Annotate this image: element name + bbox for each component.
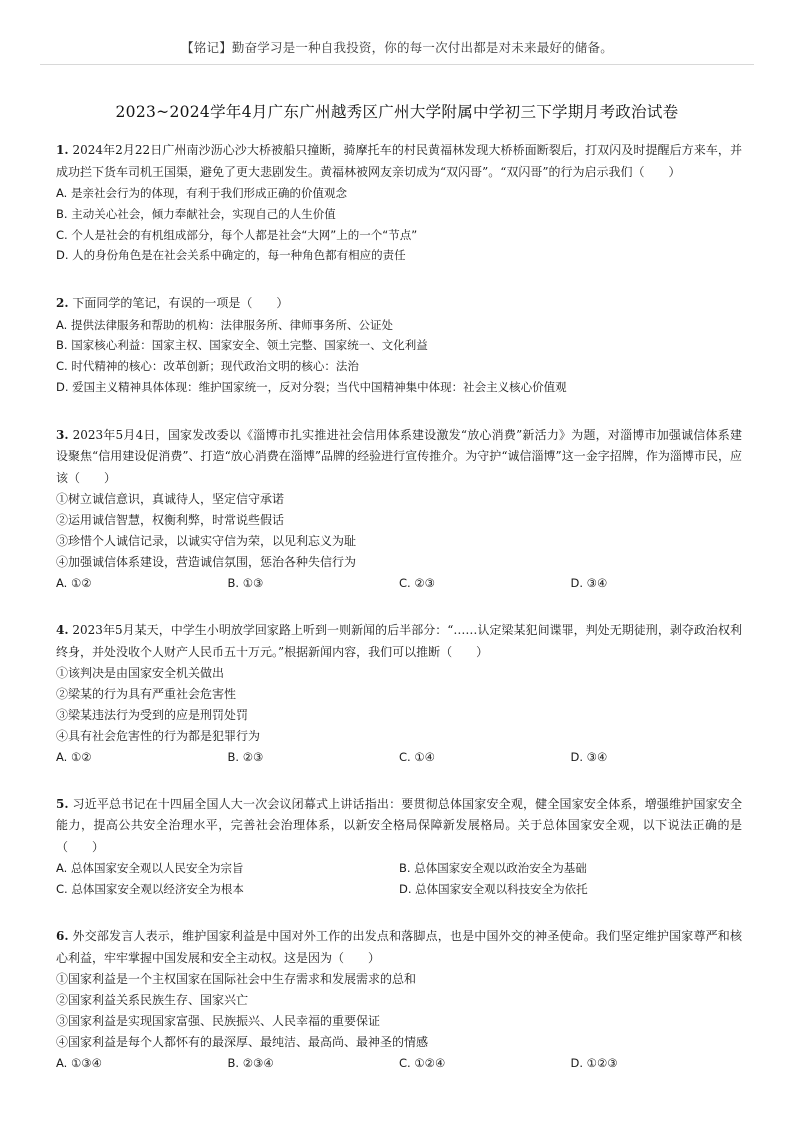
statement-1: ①国家利益是一个主权国家在国际社会中生存需求和发展需求的总和 — [56, 972, 417, 987]
question-text: 习近平总书记在十四届全国人大一次会议闭幕式上讲话指出：要贯彻总体国家安全观，健全国家安全体系，增强维护国家安全能力，提高公共安全治理水平，完善社会治理体系，以新安全格局保障新发展格局。关于总体国家安全观，以下说法正确的是（ ） — [56, 796, 742, 854]
choice-d[interactable]: D. ③④ — [570, 576, 608, 591]
statement-3: ③国家利益是实现国家富强、民族振兴、人民幸福的重要保证 — [56, 1014, 381, 1029]
spacer — [56, 594, 742, 620]
choice-b[interactable]: B. 总体国家安全观以政治安全为基础 — [399, 861, 587, 876]
choice-c[interactable]: C. ①④ — [399, 750, 435, 765]
question-stem — [56, 926, 742, 969]
option-d[interactable]: D. 人的身份角色是在社会关系中确定的，每一种角色都有相应的责任 — [56, 248, 406, 263]
statement-4: ④加强诚信体系建设，营造诚信氛围，惩治各种失信行为 — [56, 555, 357, 570]
spacer — [56, 398, 742, 425]
question-number: 5. — [56, 796, 69, 811]
question-list — [56, 140, 742, 1074]
question-2 — [56, 293, 742, 398]
question-stem — [56, 620, 742, 663]
choice-d[interactable]: D. ①②③ — [570, 1056, 618, 1071]
statement-4: ④具有社会危害性的行为都是犯罪行为 — [56, 729, 261, 744]
choice-c[interactable]: C. 总体国家安全观以经济安全为根本 — [56, 882, 244, 897]
question-text: 2023年5月4日，国家发改委以《淄博市扎实推进社会信用体系建设激发“放心消费”新活力》为题，对淄博市加强诚信体系建设聚焦“信用建设促消费”、打造“放心消费在淄博”品牌的经验进行宣传推介。为守护“诚信淄博”这一金字招牌，作为淄博市民，应该（ ） — [56, 427, 742, 485]
statement-1: ①该判决是由国家安全机关做出 — [56, 666, 225, 681]
question-text: 2023年5月某天，中学生小明放学回家路上听到一则新闻的后半部分：“……认定梁某犯间谍罪，判处无期徒刑，剥夺政治权利终身，并处没收个人财产人民币五十万元。”根据新闻内容，我们可以推断（ ） — [56, 623, 742, 659]
statement-4: ④国家利益是每个人都怀有的最深厚、最纯洁、最高尚、最神圣的情感 — [56, 1035, 429, 1050]
statement-2: ②运用诚信智慧，权衡利弊，时常说些假话 — [56, 513, 285, 528]
statement-2: ②国家利益关系民族生存、国家兴亡 — [56, 993, 249, 1008]
question-1 — [56, 140, 742, 266]
question-number: 4. — [56, 623, 69, 638]
option-c[interactable]: C. 时代精神的核心：改革创新；现代政治文明的核心：法治 — [56, 359, 359, 374]
choice-a[interactable]: A. ①② — [56, 750, 92, 765]
question-6 — [56, 926, 742, 1074]
choice-b[interactable]: B. ①③ — [227, 576, 264, 591]
choice-d[interactable]: D. ③④ — [570, 750, 608, 765]
statement-3: ③珍惜个人诚信记录，以诚实守信为荣，以见利忘义为耻 — [56, 534, 357, 549]
exam-title: 2023~2024学年4月广东广州越秀区广州大学附属中学初三下学期月考政治试卷 — [115, 103, 679, 121]
choice-a[interactable]: A. ①③④ — [56, 1056, 102, 1071]
choice-row — [56, 879, 742, 900]
choice-a[interactable]: A. ①② — [56, 576, 92, 591]
spacer — [56, 900, 742, 926]
header-divider — [40, 64, 754, 65]
option-c[interactable]: C. 个人是社会的有机组成部分，每个人都是社会“大网”上的一个“节点” — [56, 227, 418, 242]
question-3 — [56, 425, 742, 594]
question-number: 6. — [56, 929, 69, 944]
option-a[interactable]: A. 是亲社会行为的体现，有利于我们形成正确的价值观念 — [56, 186, 347, 200]
choice-c[interactable]: C. ②③ — [399, 576, 435, 591]
choice-row — [56, 747, 742, 768]
choice-row — [56, 858, 742, 879]
statement-3: ③梁某违法行为受到的应是刑罚处罚 — [56, 708, 249, 723]
choice-b[interactable]: B. ②③ — [227, 750, 264, 765]
question-stem — [56, 794, 742, 859]
spacer — [56, 768, 742, 794]
choice-b[interactable]: B. ②③④ — [227, 1056, 274, 1071]
choice-d[interactable]: D. 总体国家安全观以科技安全为依托 — [399, 882, 588, 897]
question-text: 下面同学的笔记，有误的一项是（ ） — [72, 296, 289, 311]
choice-row — [56, 1053, 742, 1074]
statement-1: ①树立诚信意识，真诚待人，坚定信守承诺 — [56, 492, 285, 507]
question-text: 外交部发言人表示，维护国家利益是中国对外工作的出发点和落脚点，也是中国外交的神圣使命。我们坚定维护国家尊严和核心利益，牢牢掌握中国发展和安全主动权。这是因为（ ） — [56, 929, 742, 965]
question-text: 2024年2月22日广州南沙沥心沙大桥被船只撞断，骑摩托车的村民黄福林发现大桥桥面断裂后，打双闪及时提醒后方来车，并成功拦下货车司机王国渠，避免了更大悲剧发生。黄福林被网友亲切成为“双闪哥”。“双闪哥”的行为启示我们（ ） — [56, 143, 742, 179]
choice-c[interactable]: C. ①②④ — [399, 1056, 446, 1071]
option-b[interactable]: B. 国家核心利益：国家主权、国家安全、领土完整、国家统一、文化利益 — [56, 338, 428, 353]
header-motto: 【铭记】勤奋学习是一种自我投资，你的每一次付出都是对未来最好的储备。 — [181, 40, 613, 55]
option-d[interactable]: D. 爱国主义精神具体体现：维护国家统一，反对分裂；当代中国精神集中体现：社会主义核心价值观 — [56, 380, 567, 395]
question-number: 2. — [56, 296, 69, 311]
option-a[interactable]: A. 提供法律服务和帮助的机构：法律服务所、律师事务所、公证处 — [56, 317, 393, 332]
question-4 — [56, 620, 742, 768]
choice-a[interactable]: A. 总体国家安全观以人民安全为宗旨 — [56, 861, 244, 876]
question-stem — [56, 140, 742, 183]
question-stem — [56, 425, 742, 490]
choice-row — [56, 573, 742, 594]
option-b[interactable]: B. 主动关心社会，倾力奉献社会，实现自己的人生价值 — [56, 206, 336, 221]
question-5 — [56, 794, 742, 900]
statement-2: ②梁某的行为具有严重社会危害性 — [56, 687, 237, 702]
question-number: 1. — [56, 143, 69, 157]
question-stem — [56, 293, 742, 315]
question-number: 3. — [56, 427, 69, 442]
spacer — [56, 266, 742, 293]
